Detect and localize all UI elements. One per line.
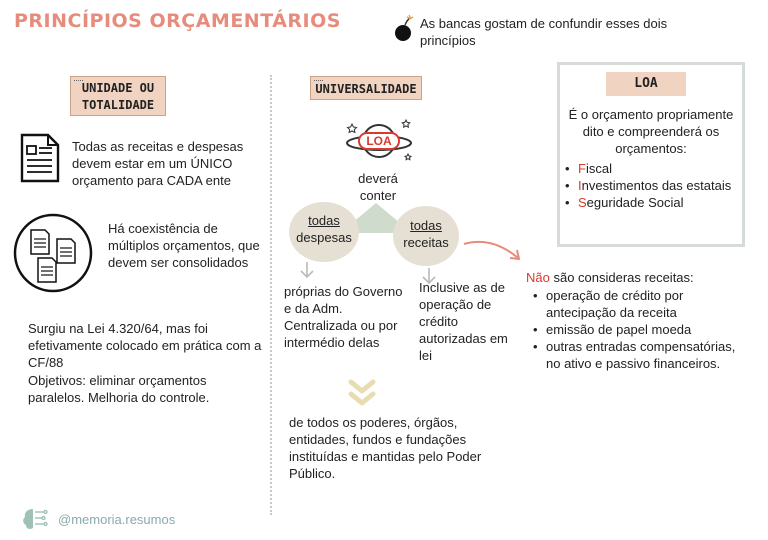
- tag-universalidade: UNIVERSALIDADE: [310, 76, 422, 100]
- deve-conter-line2: conter: [359, 188, 397, 203]
- tag-unidade-line1: UNIDADE OU: [81, 81, 155, 95]
- unidade-objectives: Objetivos: eliminar orçamentos paralelos. Melhoria do controle.: [28, 373, 210, 405]
- receitas-line1: todas: [410, 218, 442, 233]
- divider-left: [270, 75, 272, 515]
- loa-item-investimentos: [562, 177, 742, 194]
- unidade-point-1: Todas as receitas e despesas devem estar em um ÚNICO orçamento para CADA ente: [72, 139, 244, 188]
- warning-note: As bancas gostam de confundir esses dois princípios: [420, 16, 668, 48]
- unidade-point-2: Há coexistência de múltiplos orçamentos, que devem ser consolidados: [108, 221, 260, 270]
- loa-badge: LOA: [358, 132, 400, 150]
- loa-item-seguridade-initial: S: [578, 195, 587, 210]
- loa-item-fiscal: [562, 160, 742, 177]
- nao-receitas-list: [530, 287, 740, 372]
- despesas-line1: todas: [308, 213, 340, 228]
- loa-tag: LOA: [606, 72, 686, 96]
- receitas-line2: receitas: [403, 235, 449, 250]
- brain-circuit-icon: [20, 506, 50, 532]
- document-icon: [18, 132, 62, 184]
- nao-receita-item: • outras entradas compensatórias, no ativo e passivo financeiros.: [530, 338, 740, 372]
- deve-conter-label: [348, 170, 408, 204]
- loa-item-investimentos-rest: nvestimentos das estatais: [581, 178, 732, 193]
- bubble-despesas-label: [289, 212, 359, 246]
- despesas-line2: despesas: [296, 230, 352, 245]
- footer-handle[interactable]: @memoria.resumos: [58, 512, 176, 527]
- nao-receitas-heading: [526, 269, 756, 286]
- multiple-documents-icon: [12, 212, 94, 294]
- loa-orcamentos-list: [562, 160, 742, 211]
- arrow-down-despesas-icon: [296, 260, 318, 280]
- universalidade-bottom-text: de todos os poderes, órgãos, entidades, fundos e fundações instituídas e mantidas pelo Poder Público.: [289, 415, 482, 481]
- loa-item-investimentos-initial: I: [578, 178, 582, 193]
- page-title: PRINCÍPIOS ORÇAMENTÁRIOS: [14, 10, 341, 32]
- receitas-description: Inclusive as de operação de crédito autorizadas em lei: [419, 280, 508, 363]
- unidade-history: Surgiu na Lei 4.320/64, mas foi efetivamente colocado em prática com a CF/88: [28, 321, 262, 370]
- bomb-icon: [390, 14, 416, 44]
- loa-item-fiscal-rest: iscal: [585, 161, 612, 176]
- nao-receita-item: • emissão de papel moeda: [530, 321, 740, 338]
- arrow-right-curved-icon: [462, 236, 524, 266]
- double-chevron-down-icon: [346, 378, 378, 410]
- tag-unidade-line2: TOTALIDADE: [81, 98, 155, 112]
- nao-receitas-lead: Não: [526, 270, 550, 285]
- loa-description: É o orçamento propriamente dito e compreenderá os orçamentos:: [568, 107, 734, 156]
- deve-conter-line1: deverá: [358, 171, 398, 186]
- loa-item-seguridade-rest: eguridade Social: [586, 195, 684, 210]
- despesas-description: próprias do Governo e da Adm. Centralizada ou por intermédio delas: [284, 284, 403, 350]
- loa-item-fiscal-initial: F: [578, 161, 586, 176]
- loa-item-seguridade: [562, 194, 742, 211]
- nao-receitas-heading-rest: são consideras receitas:: [549, 270, 694, 285]
- nao-receita-item: • operação de crédito por antecipação da receita: [530, 287, 740, 321]
- bubble-receitas-label: [393, 217, 459, 251]
- tag-unidade-totalidade: [70, 76, 166, 116]
